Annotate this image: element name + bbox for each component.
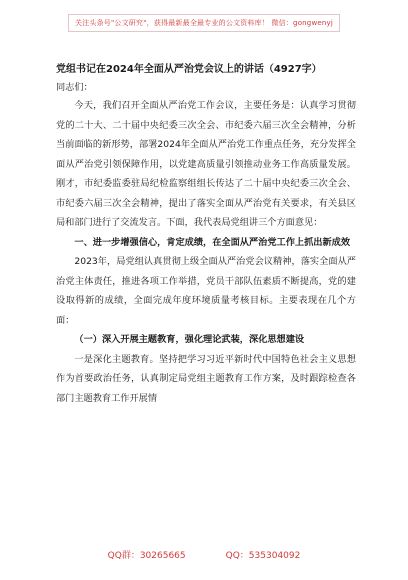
section-heading-1: 一、进一步增强信心，肯定成绩，在全面从严治党工作上抓出新成效	[74, 236, 351, 248]
paragraph-intro: 今天，我们召开全面从严治党工作会议，主要任务是：认真学习贯彻党的二十大、二十届中央纪委三次全会、市纪委六届三次全会精神，分析当前面临的新形势，部署2024年全面从严治党工作重点任务，充分发挥全面从严治党引领保障作用，以党建高质量引领推动业务工作高质量发展。刚才，市纪委监委驻局纪检监察组组长传达了二十届中央纪委三次全会、市纪委六届三次全会精神，提出了落实全面从严治党有关要求，有关县区局和部门进行了交流发言。下面，我代表局党组讲三个方面意见：	[56, 100, 356, 228]
paragraph-theme-education: 一是深化主题教育。坚持把学习习近平新时代中国特色社会主义思想作为首要政治任务，认真制定局党组主题教育工作方案，及时跟踪检查各部门主题教育工作开展情	[56, 353, 356, 404]
footer-qq-group: QQ群：30265665	[107, 551, 186, 561]
top-banner	[0, 6, 408, 40]
footer-contact	[0, 546, 408, 566]
footer-qq: QQ：535304092	[225, 551, 301, 561]
salutation: 同志们：	[56, 82, 93, 93]
paragraph-2023-summary: 2023年，局党组认真贯彻上级全面从严治党会议精神，落实全面从严治党主体责任，推进各项工作举措，党员干部队伍素质不断提高，党的建设取得新的成绩，全面完成年度环境质量考核目标。主要表现在几个方面：	[56, 256, 356, 326]
document-body	[56, 96, 356, 408]
banner-text: 关注头条号"公文研究"，获得最新最全最专业的公文资料库！ 微信：gongwenyj	[68, 14, 340, 32]
document-title: 党组书记在2024年全面从严治党会议上的讲话（4927字）	[56, 64, 322, 75]
subsection-heading-1: （一）深入开展主题教育，强化理论武装，深化思想建设	[74, 334, 305, 345]
